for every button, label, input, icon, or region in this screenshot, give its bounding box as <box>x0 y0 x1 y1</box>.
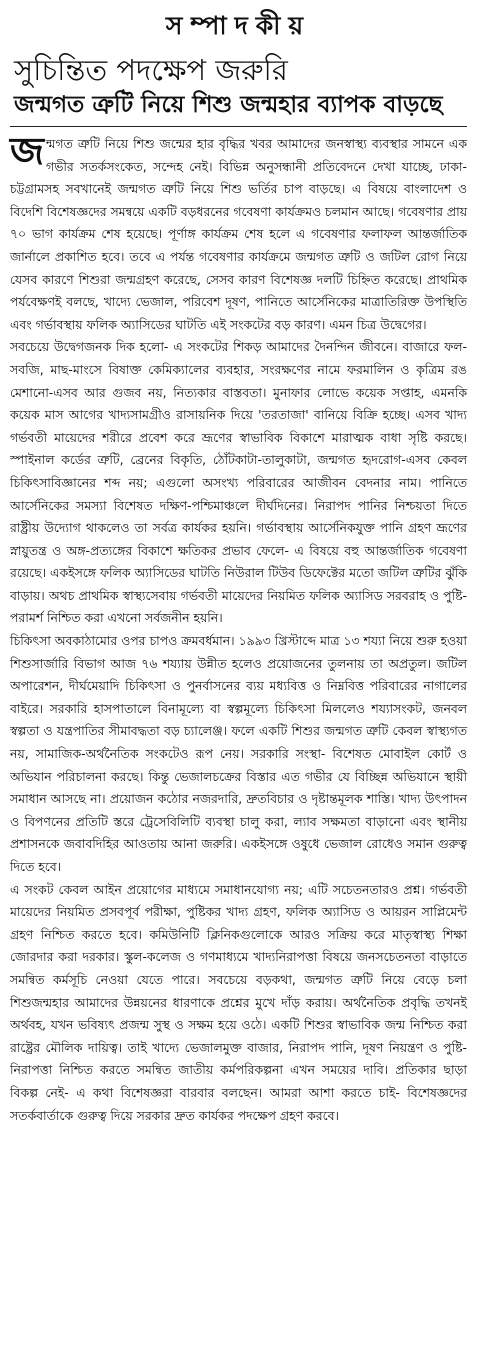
drop-cap: জ <box>10 129 44 173</box>
headline-primary: সুচিন্তিত পদক্ষেপ জরুরি <box>14 53 288 87</box>
section-title: সম্পাদকীয় <box>165 11 312 40</box>
paragraph-1 <box>10 129 467 336</box>
paragraph-2: সবচেয়ে উদ্বেগজনক দিক হলো- এ সংকটের শিকড় আমাদের দৈনন্দিন জীবনে। বাজারে ফল-সবজি, মাছ-মাংসে বিষাক্ত কেমিক্যালের ব্যবহার, সংরক্ষণের নামে ফরমালিন ও কৃত্রিম রঙ মেশানো-এসব আর গুজব নয়, নিত্যকার বাস্তবতা। মুনাফার লোভে কয়েক সপ্তাহ, এমনকি কয়েক মাস আগের খাদ্যসামগ্রীও রাসায়নিক দিয়ে 'তরতাজা' বানিয়ে বিক্রি হচ্ছে। এসব খাদ্য গর্ভবতী মায়েদের শরীরে প্রবেশ করে ভ্রূণের স্বাভাবিক বিকাশে মারাত্মক বাধা সৃষ্টি করছে। স্পাইনাল কর্ডের ত্রুটি, ব্রেনের বিকৃতি, ঠোঁটকাটা-তালুকাটা, জন্মগত হৃদরোগ-এসব কেবল চিকিৎসাবিজ্ঞানের শব্দ নয়; এগুলো অসংখ্য পরিবারের আজীবন বেদনার নাম। পানিতে আর্সেনিকের সমস্যা বিশেষত দক্ষিণ-পশ্চিমাঞ্চলে দীর্ঘদিনের। নিরাপদ পানির নিশ্চয়তা দিতে রাষ্ট্রীয় উদ্যোগ থাকলেও তা সর্বত্র কার্যকর হয়নি। গর্ভাবস্থায় আর্সেনিকযুক্ত পানি গ্রহণ ভ্রূণের স্নায়ুতন্ত্র ও অঙ্গ-প্রত্যঙ্গের বিকাশে ক্ষতিকর প্রভাব ফেলে- এ বিষয়ে বহু আন্তর্জাতিক গবেষণা রয়েছে। একইসঙ্গে ফলিক অ্যাসিডের ঘাটতি নিউরাল টিউব ডিফেক্টের মতো জটিল ত্রুটির ঝুঁকি বাড়ায়। অথচ প্রাথমিক স্বাস্থ্যসেবায় গর্ভবতী মায়েদের নিয়মিত ফলিক অ্যাসিড সরবরাহ ও পুষ্টি-পরামর্শ নিশ্চিত করা এখনো সর্বজনীন হয়নি। <box>10 339 467 626</box>
headline-divider <box>10 126 467 127</box>
paragraph-4: এ সংকট কেবল আইন প্রয়োগের মাধ্যমে সমাধানযোগ্য নয়; এটি সচেতনতারও প্রশ্ন। গর্ভবতী মায়েদের নিয়মিত প্রসবপূর্ব পরীক্ষা, পুষ্টিকর খাদ্য গ্রহণ, ফলিক অ্যাসিড ও আয়রন সাপ্লিমেন্ট গ্রহণ নিশ্চিত করতে হবে। কমিউনিটি ক্লিনিকগুলোকে আরও সক্রিয় করে মাতৃস্বাস্থ্য শিক্ষা জোরদার করা দরকার। স্কুল-কলেজ ও গণমাধ্যমে খাদ্যনিরাপত্তা বিষয়ে জনসচেতনতা বাড়াতে সমন্বিত কর্মসূচি নেওয়া যেতে পারে। সবচেয়ে বড়কথা, জন্মগত ত্রুটি নিয়ে বেড়ে চলা শিশুজন্মহার আমাদের উন্নয়নের ধারণাকে প্রশ্নের মুখে দাঁড় করায়। অর্থনৈতিক প্রবৃদ্ধি তখনই অর্থবহ, যখন ভবিষ্যৎ প্রজন্ম সুস্থ ও সক্ষম হয়ে ওঠে। একটি শিশুর স্বাভাবিক জন্ম নিশ্চিত করা রাষ্ট্রের মৌলিক দায়িত্ব। তাই খাদ্যে ভেজালমুক্ত বাজার, নিরাপদ পানি, দূষণ নিয়ন্ত্রণ ও পুষ্টি-নিরাপত্তা নিশ্চিত করতে সমন্বিত জাতীয় কর্মপরিকল্পনা এখন সময়ের দাবি। প্রতিকার ছাড়া বিকল্প নেই- এ কথা বিশেষজ্ঞরা বারবার বলছেন। আমরা আশা করতে চাই- বিশেষজ্ঞদের সতর্কবার্তাকে গুরুত্ব দিয়ে সরকার দ্রুত কার্যকর পদক্ষেপ গ্রহণ করবে। <box>10 881 467 1123</box>
article-body <box>10 129 467 1127</box>
paragraph-1-text: ন্মগত ত্রুটি নিয়ে শিশু জন্মের হার বৃদ্ধির খবর আমাদের জনস্বাস্থ্য ব্যবস্থার সামনে এক গভীর সতর্কসংকেত, সন্দেহ নেই। বিভিন্ন অনুসন্ধানী প্রতিবেদনে দেখা যাচ্ছে, ঢাকা-চট্টগ্রামসহ সবখানেই জন্মগত ত্রুটি নিয়ে শিশু ভর্তির চাপ বাড়ছে। এ বিষয়ে বাংলাদেশ ও বিদেশি বিশেষজ্ঞদের সমন্বয়ে একটি বড়ধরনের গবেষণা কার্যক্রমও চলমান আছে। গবেষণার প্রায় ৭০ ভাগ কার্যক্রম শেষ হয়েছে। পূর্ণাঙ্গ কার্যক্রম শেষ হলে এ গবেষণার ফলাফল আন্তর্জাতিক জার্নালে প্রকাশিত হবে। তবে এ পর্যন্ত গবেষণার কার্যক্রমে জন্মগত ত্রুটি ও জটিল রোগ নিয়ে যেসব কারণে শিশুরা জন্মগ্রহণ করেছে, সেসব কারণ বিশেষজ্ঞ দলটি চিহ্নিত করেছে। প্রাথমিক পর্যবেক্ষণই বলছে, খাদ্যে ভেজাল, পরিবেশ দূষণ, পানিতে আর্সেনিকের মাত্রাতিরিক্ত উপস্থিতি এবং গর্ভাবস্থায় ফলিক অ্যাসিডের ঘাটতি এই সংকটের বড় কারণ। এমন চিত্র উদ্বেগের। <box>10 136 467 332</box>
paragraph-3: চিকিৎসা অবকাঠামোর ওপর চাপও ক্রমবর্ধমান। ১৯৯৩ খ্রিস্টাব্দে মাত্র ১৩ শয্যা নিয়ে শুরু হওয়া শিশুসার্জারি বিভাগ আজ ৭৬ শয্যায় উন্নীত হলেও প্রয়োজনের তুলনায় তা অপ্রতুল। জটিল অপারেশন, দীর্ঘমেয়াদি চিকিৎসা ও পুনর্বাসনের ব্যয় মধ্যবিত্ত ও নিম্নবিত্ত পরিবারের নাগালের বাইরে। সরকারি হাসপাতালে বিনামূল্যে বা স্বল্পমূল্যে চিকিৎসা মিললেও শয্যাসংকট, জনবল স্বল্পতা ও যন্ত্রপাতির সীমাবদ্ধতা বড় চ্যালেঞ্জ। ফলে একটি শিশুর জন্মগত ত্রুটি কেবল স্বাস্থ্যগত নয়, সামাজিক-অর্থনৈতিক সংকটেও রূপ নেয়। সরকারি সংস্থা- বিশেষত মোবাইল কোর্ট ও অভিযান পরিচালনা করছে। কিন্তু ভেজালচক্রের বিস্তার এত গভীর যে বিচ্ছিন্ন অভিযানে স্থায়ী সমাধান আসছে না। প্রয়োজন কঠোর নজরদারি, দ্রুতবিচার ও দৃষ্টান্তমূলক শাস্তি। খাদ্য উৎপাদন ও বিপণনের প্রতিটি স্তরে ট্রেসেবিলিটি ব্যবস্থা চালু করা, ল্যাব সক্ষমতা বাড়ানো এবং স্থানীয় প্রশাসনকে জবাবদিহির আওতায় আনা জরুরি। একইসঙ্গে ওষুধে ভেজাল রোধেও সমান গুরুত্ব দিতে হবে। <box>10 633 467 874</box>
headline-secondary: জন্মগত ত্রুটি নিয়ে শিশু জন্মহার ব্যাপক বাড়ছে <box>14 92 443 118</box>
